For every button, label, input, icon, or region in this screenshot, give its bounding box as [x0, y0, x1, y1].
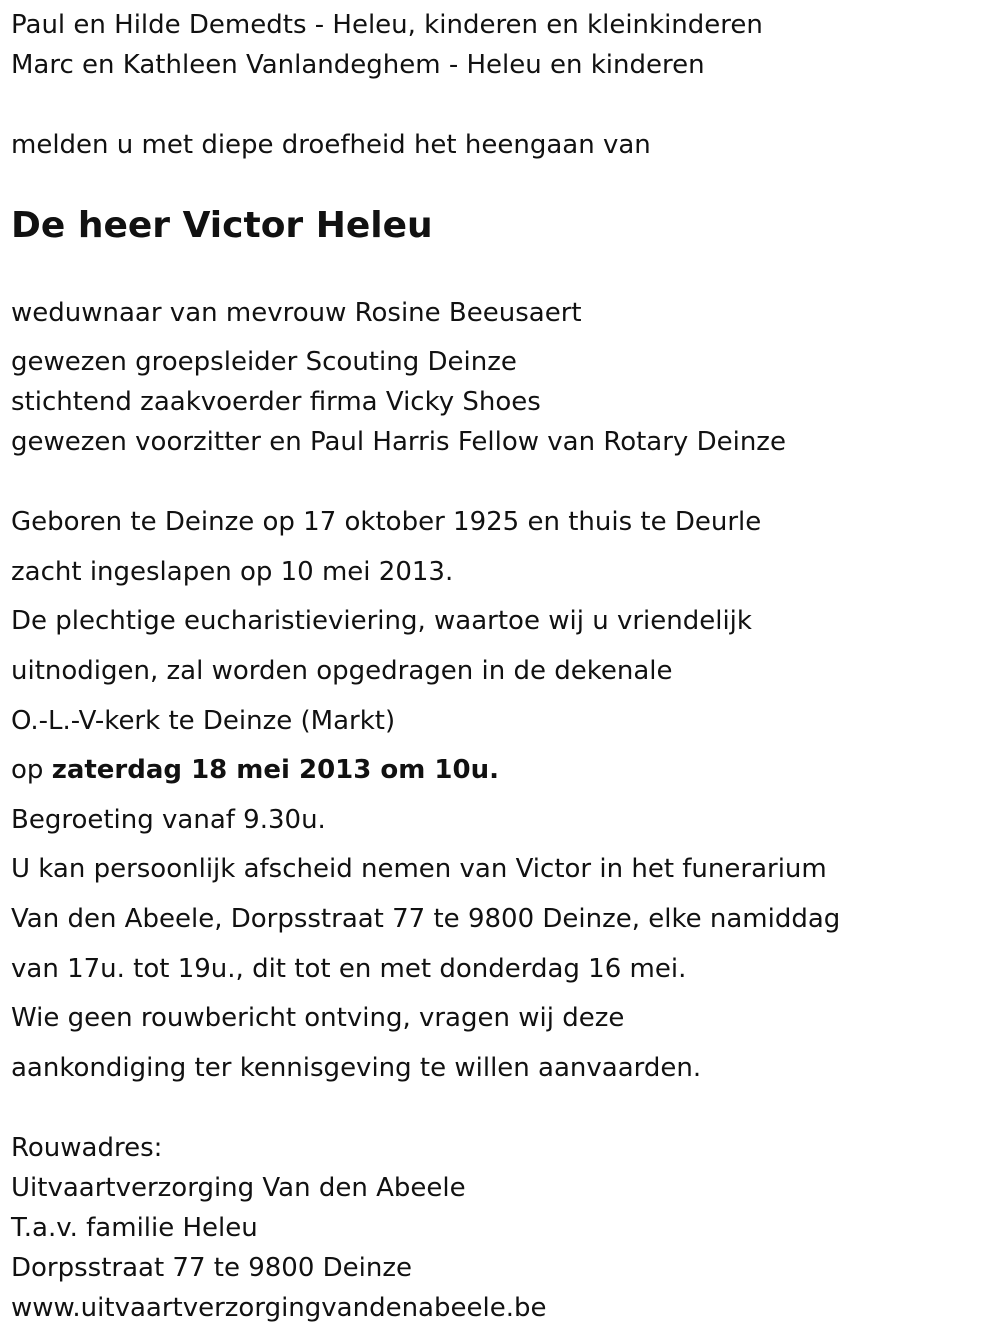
mass-date-bold: zaterdag 18 mei 2013 om 10u.: [51, 755, 499, 785]
mass-date-prefix: op: [11, 755, 52, 785]
intro-text: melden u met diepe droefheid het heengaan van: [11, 130, 651, 160]
address-website: www.uitvaartverzorgingvandenabeele.be: [11, 1293, 547, 1323]
address-line-2: T.a.v. familie Heleu: [11, 1213, 258, 1243]
notice-line-2: aankondiging ter kennisgeving te willen aanvaarden.: [11, 1053, 702, 1083]
role-line-2: stichtend zaakvoerder firma Vicky Shoes: [11, 387, 541, 417]
mass-line-1: De plechtige eucharistieviering, waartoe wij u vriendelijk: [11, 606, 752, 636]
mass-date: [11, 757, 499, 783]
family-line-2: Marc en Kathleen Vanlandeghem - Heleu en kinderen: [11, 50, 705, 80]
farewell-line-3: van 17u. tot 19u., dit tot en met donderdag 16 mei.: [11, 954, 687, 984]
address-line-1: Uitvaartverzorging Van den Abeele: [11, 1173, 466, 1203]
family-line-1: Paul en Hilde Demedts - Heleu, kinderen en kleinkinderen: [11, 10, 763, 40]
church-text: O.-L.-V-kerk te Deinze (Markt): [11, 706, 396, 736]
mass-line-2: uitnodigen, zal worden opgedragen in de dekenale: [11, 656, 673, 686]
notice-line-1: Wie geen rouwbericht ontving, vragen wij deze: [11, 1003, 625, 1033]
farewell-line-1: U kan persoonlijk afscheid nemen van Victor in het funerarium: [11, 854, 827, 884]
deceased-name: De heer Victor Heleu: [11, 205, 433, 246]
widower-text: weduwnaar van mevrouw Rosine Beeusaert: [11, 298, 582, 328]
role-line-1: gewezen groepsleider Scouting Deinze: [11, 347, 517, 377]
farewell-line-2: Van den Abeele, Dorpsstraat 77 te 9800 Deinze, elke namiddag: [11, 904, 841, 934]
address-line-3: Dorpsstraat 77 te 9800 Deinze: [11, 1253, 413, 1283]
role-line-3: gewezen voorzitter en Paul Harris Fellow van Rotary Deinze: [11, 427, 786, 457]
greeting-text: Begroeting vanaf 9.30u.: [11, 805, 326, 835]
address-label: Rouwadres:: [11, 1133, 163, 1163]
died-text: zacht ingeslapen op 10 mei 2013.: [11, 557, 454, 587]
born-text: Geboren te Deinze op 17 oktober 1925 en thuis te Deurle: [11, 507, 762, 537]
